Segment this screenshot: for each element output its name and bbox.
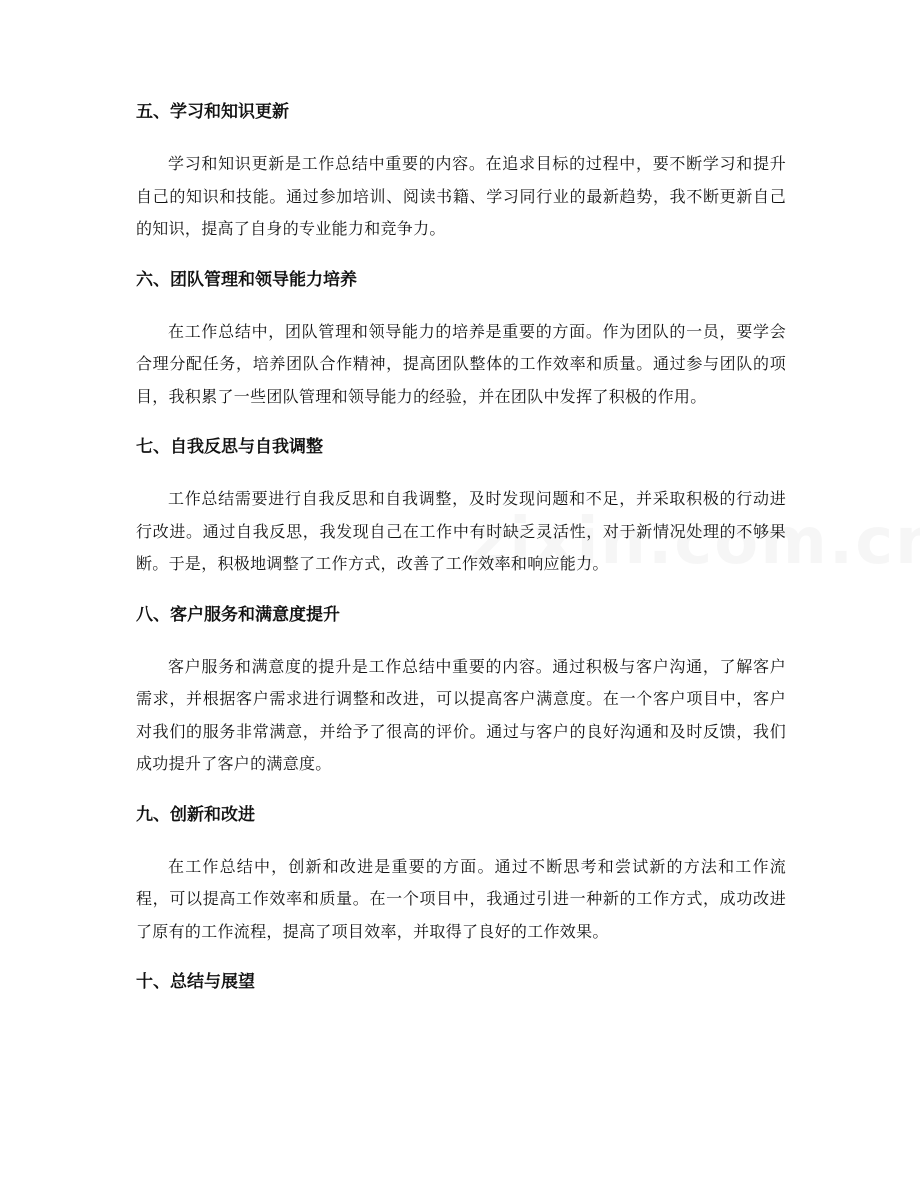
section-body-6: 在工作总结中，团队管理和领导能力的培养是重要的方面。作为团队的一员，要学会合理分配任务，培养团队合作精神，提高团队整体的工作效率和质量。通过参与团队的项目，我积累了一些团队管理和领导能力的经验，并在团队中发挥了积极的作用。 (136, 321, 786, 406)
section-body-5: 学习和知识更新是工作总结中重要的内容。在追求目标的过程中，要不断学习和提升自己的知识和技能。通过参加培训、阅读书籍、学习同行业的最新趋势，我不断更新自己的知识，提高了自身的专业能力和竞争力。 (136, 154, 786, 238)
section-title-9: 九、创新和改进 (136, 804, 255, 825)
section-title-5: 五、学习和知识更新 (136, 102, 289, 122)
document-body (136, 100, 786, 1018)
section-body-8: 客户服务和满意度的提升是工作总结中重要的内容。通过积极与客户沟通，了解客户需求，并根据客户需求进行调整和改进，可以提高客户满意度。在一个客户项目中，客户对我们的服务非常满意，并给予了很高的评价。通过与客户的良好沟通和及时反馈，我们成功提升了客户的满意度。 (136, 656, 786, 773)
section-body-7: 工作总结需要进行自我反思和自我调整，及时发现问题和不足，并采取积极的行动进行改进。通过自我反思，我发现自己在工作中有时缺乏灵活性，对于新情况处理的不够果断。于是，积极地调整了工作方式，改善了工作效率和响应能力。 (136, 489, 786, 573)
section-title-10: 十、总结与展望 (136, 972, 255, 992)
section-title-7: 七、自我反思与自我调整 (136, 437, 323, 457)
section-body-9: 在工作总结中，创新和改进是重要的方面。通过不断思考和尝试新的方法和工作流程，可以提高工作效率和质量。在一个项目中，我通过引进一种新的工作方式，成功改进了原有的工作流程，提高了项目效率，并取得了良好的工作效果。 (136, 856, 786, 941)
section-title-8: 八、客户服务和满意度提升 (136, 604, 340, 625)
section-title-6: 六、团队管理和领导能力培养 (136, 269, 357, 290)
